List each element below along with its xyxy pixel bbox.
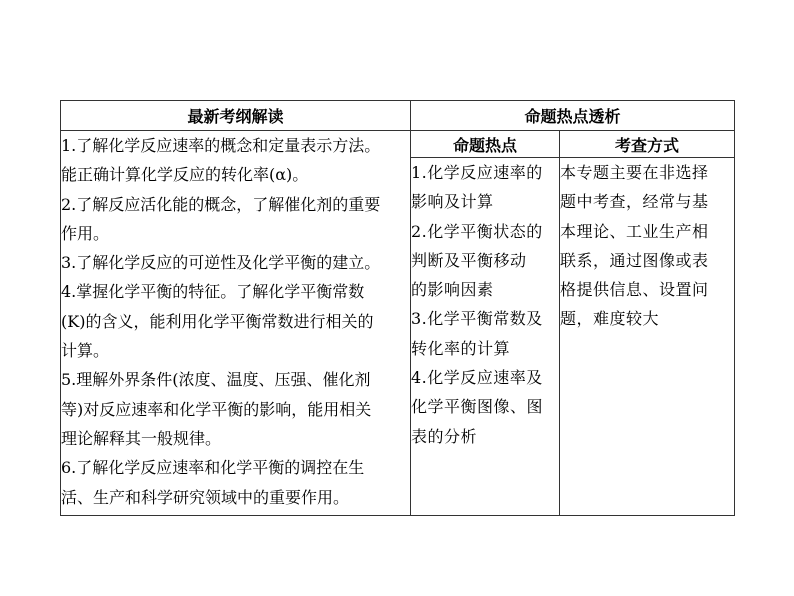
syllabus-cell (61, 131, 411, 516)
hotspot-line: 2.化学平衡状态的 (411, 221, 543, 241)
hotspot-line: 影响及计算 (411, 192, 494, 212)
syllabus-line: 理论解释其一般规律。 (61, 428, 222, 448)
syllabus-line: 计算。 (61, 341, 110, 361)
syllabus-line: 等)对反应速率和化学平衡的影响，能用相关 (61, 399, 372, 419)
hotspot-line: 1.化学反应速率的 (411, 163, 543, 182)
method-line: 本专题主要在非选择 (560, 163, 709, 182)
hotspot-line: 化学平衡图像、图 (411, 397, 544, 417)
hotspot-line: 转化率的计算 (411, 338, 511, 358)
syllabus-line: 活、生产和科学研究领域中的重要作用。 (61, 487, 350, 507)
hotspot-cell (411, 158, 560, 516)
syllabus-line: 3.了解化学反应的可逆性及化学平衡的建立。 (61, 253, 381, 273)
subheader-hotspot: 命题热点 (411, 131, 560, 158)
method-line: 格提供信息、设置问 (560, 280, 709, 300)
hotspot-line: 的影响因素 (411, 280, 494, 300)
hotspot-line: 4.化学反应速率及 (411, 368, 543, 388)
method-text (560, 158, 734, 334)
syllabus-line: 6.了解化学反应速率和化学平衡的调控在生 (61, 458, 365, 478)
hotspot-line: 表的分析 (411, 426, 478, 446)
syllabus-line: 4.掌握化学平衡的特征。了解化学平衡常数 (61, 282, 365, 302)
header-syllabus: 最新考纲解读 (61, 101, 411, 131)
syllabus-line: 5.理解外界条件(浓度、温度、压强、催化剂 (61, 370, 371, 390)
method-line: 本理论、工业生产相 (560, 221, 709, 241)
hotspot-text (411, 158, 559, 451)
syllabus-line: (K)的含义，能利用化学平衡常数进行相关的 (61, 311, 374, 331)
syllabus-line: 1.了解化学反应速率的概念和定量表示方法。 (61, 136, 381, 155)
method-cell (560, 158, 735, 516)
method-line: 题中考查，经常与基 (560, 192, 709, 212)
syllabus-text (61, 131, 410, 512)
syllabus-table (60, 100, 735, 516)
syllabus-line: 能正确计算化学反应的转化率(α)。 (61, 165, 309, 185)
hotspot-line: 3.化学平衡常数及 (411, 309, 543, 329)
subheader-method: 考查方式 (560, 131, 735, 158)
syllabus-line: 作用。 (61, 223, 110, 243)
method-line: 联系，通过图像或表 (560, 250, 709, 270)
method-line: 题，难度较大 (560, 309, 660, 329)
header-hotspot-analysis: 命题热点透析 (411, 101, 735, 131)
syllabus-line: 2.了解反应活化能的概念，了解催化剂的重要 (61, 194, 381, 214)
hotspot-line: 判断及平衡移动 (411, 250, 527, 270)
